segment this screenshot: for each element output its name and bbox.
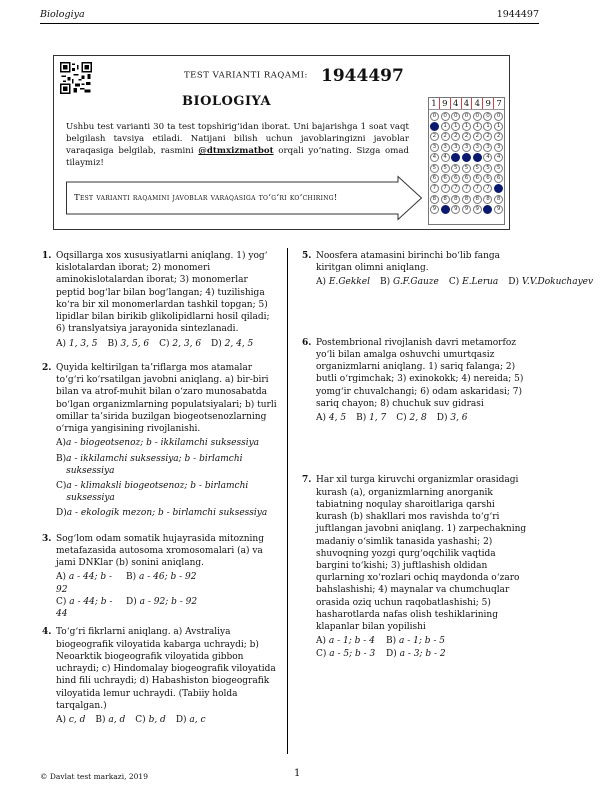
bubble[interactable]: 5 [473, 164, 482, 173]
answer-option[interactable] [316, 413, 346, 423]
question-1 [42, 250, 277, 350]
option-value: a, d [108, 714, 126, 725]
bubble[interactable]: 2 [494, 132, 503, 141]
bubble[interactable]: 2 [451, 132, 460, 141]
answer-option[interactable] [211, 339, 253, 349]
variant-digit: 4 [472, 98, 483, 109]
option-value: 2, 3, 6 [172, 338, 202, 349]
answer-options [316, 276, 594, 288]
answer-option[interactable] [56, 453, 277, 477]
option-value: 3, 5, 6 [120, 338, 150, 349]
variant-number: 1944497 [321, 65, 404, 86]
questions-right-column [302, 250, 594, 660]
bubble[interactable]: 8 [430, 195, 439, 204]
intro-text: Ushbu test varianti 30 ta test topshirig‘idan iborat. Uni bajarishga 1 soat vaqt belgilash tavsiya etiladi. Natijani bilish uchun javoblaringizni javoblar varaqasiga belgilab, rasmini @dtmxizmatbot orqali yo‘nating. Sizga omad tilaymiz! [66, 122, 409, 169]
bubble-filled[interactable]: 4 [473, 153, 482, 162]
bubble[interactable]: 6 [451, 174, 460, 183]
option-value: 1, 3, 5 [68, 338, 98, 349]
option-value: a - klimaksli biogeotsenoz; b - birlamchi suksessiya [66, 480, 249, 504]
answer-option[interactable] [56, 571, 126, 595]
bubble[interactable]: 1 [451, 122, 460, 131]
option-letter: B) [56, 453, 67, 464]
bubble-filled[interactable]: 4 [462, 153, 471, 162]
bubble-column [493, 110, 504, 215]
option-value: E.Lerua [462, 277, 499, 288]
bubble-filled[interactable]: 1 [430, 122, 439, 131]
running-head [40, 8, 539, 24]
answer-option[interactable] [135, 715, 166, 725]
bubble[interactable]: 3 [473, 143, 482, 152]
bubble-column [472, 110, 483, 215]
bubble[interactable]: 6 [494, 174, 503, 183]
question-number: 4. [42, 627, 52, 638]
bubble[interactable]: 2 [462, 132, 471, 141]
answer-option[interactable] [316, 277, 370, 287]
bubble[interactable]: 2 [441, 132, 450, 141]
option-value: V.V.Dokuchayev [521, 277, 594, 288]
bubble[interactable]: 4 [483, 153, 492, 162]
option-value: 2, 4, 5 [224, 338, 254, 349]
question-number: 5. [302, 251, 312, 261]
option-letter: A) [56, 338, 67, 349]
option-letter: C) [159, 338, 170, 349]
bubble[interactable]: 0 [473, 112, 482, 121]
option-letter: B) [379, 277, 391, 288]
answer-options [56, 714, 277, 726]
answer-option[interactable] [56, 339, 98, 349]
answer-option[interactable] [396, 413, 426, 423]
answer-option[interactable] [386, 635, 466, 647]
variant-line [184, 65, 404, 86]
option-value: c, d [68, 714, 86, 725]
answer-option[interactable] [126, 571, 206, 595]
option-value: 2, 8 [409, 413, 427, 424]
option-value: a - ikkilamchi suksessiya; b - birlamchi suksessiya [66, 453, 243, 476]
bubble-filled[interactable]: 9 [441, 205, 450, 214]
bubble[interactable]: 8 [451, 195, 460, 204]
bubble[interactable]: 8 [462, 195, 471, 204]
arrow-instruction: Test varianti raqamini javoblar varaqasiga to‘g‘ri ko‘chiring! [74, 193, 338, 203]
running-head-number: 1944497 [496, 9, 539, 20]
bubble[interactable]: 3 [441, 143, 450, 152]
option-value: 1, 7 [369, 413, 387, 424]
question-4 [42, 626, 277, 726]
option-letter: C) [448, 277, 460, 288]
bubble[interactable]: 7 [473, 184, 482, 193]
question-5 [302, 250, 594, 289]
question-text: To‘g‘ri fikrlarni aniqlang. a) Avstraliya biogeografik viloyatida kabarga uchraydi; b) Neoarktik biogeografik viloyatida gibbon uchraydi; c) Hindomalay biogeografik viloyatida hind fili uchraydi; d) Habashiston biogeografik viloyatida lemur uchraydi. (Tabiiy holda tarqalgan.) [56, 627, 276, 711]
option-letter: C) [56, 596, 67, 607]
option-letter: C) [135, 714, 146, 725]
option-letter: D) [175, 714, 187, 725]
option-letter: A) [316, 636, 327, 647]
page-number: 1 [294, 768, 301, 779]
option-letter: C) [396, 413, 407, 424]
bubble-column [450, 110, 461, 215]
bubble[interactable]: 6 [430, 174, 439, 183]
question-number: 6. [302, 337, 312, 348]
bubble[interactable]: 0 [483, 112, 492, 121]
answer-option[interactable] [316, 648, 386, 660]
bubble[interactable]: 2 [473, 132, 482, 141]
answer-options [316, 635, 527, 659]
answer-option[interactable] [56, 715, 85, 725]
bubble[interactable]: 7 [451, 184, 460, 193]
option-letter: B) [386, 636, 397, 647]
option-value: a - 1; b - 4 [328, 636, 375, 647]
answer-option[interactable] [316, 635, 386, 647]
bubble[interactable]: 8 [494, 195, 503, 204]
bot-handle: @dtmxizmatbot [198, 146, 274, 157]
answer-option[interactable] [56, 596, 126, 620]
option-value: a, c [189, 714, 206, 725]
bubble[interactable]: 6 [483, 174, 492, 183]
bubble[interactable]: 4 [494, 153, 503, 162]
option-value: 3, 6 [450, 413, 468, 424]
footer-copyright: © Davlat test markazi, 2019 [40, 772, 148, 781]
bubble[interactable]: 3 [462, 143, 471, 152]
bubble-filled[interactable]: 7 [494, 184, 503, 193]
answer-option[interactable] [108, 339, 150, 349]
bubble-filled[interactable]: 9 [483, 205, 492, 214]
answer-option[interactable] [95, 715, 125, 725]
option-value: a - 44; b - 44 [56, 596, 113, 620]
option-value: a - 1; b - 5 [399, 636, 445, 647]
bubble[interactable]: 0 [441, 112, 450, 121]
questions-left-column [42, 250, 277, 726]
bubble[interactable]: 1 [462, 122, 471, 131]
bubble[interactable]: 0 [451, 112, 460, 121]
variant-bubble-grid [428, 97, 505, 225]
answer-options [316, 412, 527, 424]
variant-digit: 1 [429, 98, 440, 109]
bubble[interactable]: 5 [462, 164, 471, 173]
option-letter: D) [436, 413, 448, 424]
option-letter: A) [56, 572, 67, 583]
bubble[interactable]: 2 [430, 132, 439, 141]
bubble[interactable]: 5 [451, 164, 460, 173]
answer-option[interactable] [56, 507, 277, 519]
column-divider [287, 248, 288, 754]
question-number: 7. [302, 475, 312, 486]
variant-label: TEST VARIANTI RAQAMI: [184, 70, 308, 81]
question-7 [302, 474, 527, 660]
option-letter: C) [316, 648, 327, 659]
variant-digit: 9 [483, 98, 494, 109]
bubble[interactable]: 1 [494, 122, 503, 131]
option-value: a - 92; b - 92 [139, 596, 198, 607]
bubble[interactable]: 7 [483, 184, 492, 193]
option-letter: B) [95, 714, 106, 725]
running-head-subject: Biologiya [40, 9, 85, 20]
bubble[interactable]: 1 [483, 122, 492, 131]
bubble[interactable]: 9 [430, 205, 439, 214]
answer-option[interactable] [386, 648, 466, 660]
question-text: Har xil turga kiruvchi organizmlar orasidagi kurash (a), organizmlarning anorganik tabiatning noqulay sharoitlariga qarshi kurash (b) shakllari mos ravishda to‘g‘ri juftlangan javobni aniqlang. 1) zarpechakning madaniy o‘simlik tanasida yashashi; 2) shuvoqning yozgi qurg‘oqchilik vaqtida bargini to‘kishi; 3) juftlashish oldidan qurlarning xo‘rozlari ochiq maydonda o‘zaro bahslashishi; 4) maynalar va chumchuqlar orasida oziq uchun raqobatlashishi; 5) hasharotlarda nafas olish teshiklarining klapanlar bilan yopilishi [316, 475, 527, 633]
option-letter: A) [316, 277, 327, 288]
bubble[interactable]: 8 [483, 195, 492, 204]
answer-option[interactable] [56, 480, 277, 504]
variant-digit: 9 [440, 98, 451, 109]
bubble[interactable]: 3 [451, 143, 460, 152]
option-letter: D) [126, 596, 137, 607]
bubble[interactable]: 5 [483, 164, 492, 173]
bubble[interactable]: 4 [441, 153, 450, 162]
bubble-filled[interactable]: 4 [451, 153, 460, 162]
bubble[interactable]: 3 [483, 143, 492, 152]
answer-options [56, 571, 277, 620]
qr-code-icon [60, 62, 92, 94]
bubble[interactable]: 6 [462, 174, 471, 183]
question-text: Oqsillarga xos xususiyatlarni aniqlang. 1) yog‘ kislotalardan iborat; 2) monomeri aminokislotalardan iborat; 3) monomerlar peptid bog‘lar bilan bog‘langan; 4) tuzilishiga ko‘ra bir xil monomerlardan tashkil topgan; 5) lipidlar bilan birikib glikolipidlarni hosil qiladi; 6) translyatsiya jarayonida sintezlanadi. [56, 251, 270, 335]
bubble[interactable]: 8 [473, 195, 482, 204]
bubble[interactable]: 7 [441, 184, 450, 193]
option-value: a - 46; b - 92 [139, 572, 197, 583]
variant-digit: 4 [462, 98, 473, 109]
bubble[interactable]: 7 [462, 184, 471, 193]
bubble[interactable]: 2 [483, 132, 492, 141]
option-letter: D) [508, 277, 520, 288]
answer-option[interactable] [380, 277, 439, 287]
variant-digit: 4 [451, 98, 462, 109]
bubble[interactable]: 9 [462, 205, 471, 214]
bubble-column [461, 110, 472, 215]
question-number: 3. [42, 533, 52, 544]
option-letter: A) [316, 413, 327, 424]
answer-option[interactable] [449, 277, 498, 287]
question-text: Postembrional rivojlanish davri metamorfoz yo‘li bilan amalga oshuvchi umurtqasiz organizmlarni aniqlang. 1) sariq falanga; 2) butli o‘rgimchak; 3) exinokokk; 4) nereida; 5) yomg‘ir chuvalchangi; 6) odam askaridasi; 7) sariq chayon; 8) chuchuk suv gidrasi [316, 337, 524, 409]
option-value: a - 44; b - 92 [56, 572, 113, 595]
bubble[interactable]: 0 [430, 112, 439, 121]
bubble[interactable]: 4 [430, 153, 439, 162]
option-value: E.Gekkel [328, 277, 370, 288]
option-letter: D) [386, 648, 397, 659]
question-3 [42, 533, 277, 621]
question-text: Quyida keltirilgan ta’riflarga mos atamalar to‘g‘ri ko‘rsatilgan javobni aniqlang. a) bir-biri bilan va atrof-muhit bilan o‘zaro munosabatda bo‘lgan organizmlarning populatsiyalari; b) turli omillar ta’sirida buzilgan biogeotsenozlarning o‘rniga yangisining rivojlanishi. [56, 362, 277, 435]
option-value: b, d [148, 714, 166, 725]
answer-option[interactable] [437, 413, 468, 423]
option-value: a - ekologik mezon; b - birlamchi suksessiya [66, 508, 268, 519]
option-value: 4, 5 [328, 413, 347, 424]
option-letter: B) [126, 572, 137, 583]
bubble[interactable]: 5 [494, 164, 503, 173]
option-letter: A) [56, 714, 67, 725]
bubble[interactable]: 1 [473, 122, 482, 131]
bubble[interactable]: 9 [451, 205, 460, 214]
bubble[interactable]: 8 [441, 195, 450, 204]
header-box [53, 55, 510, 230]
page-title: BIOLOGIYA [182, 94, 272, 109]
bubble[interactable]: 5 [430, 164, 439, 173]
question-2 [42, 362, 277, 520]
option-value: a - biogeotsenoz; b - ikkilamchi suksessiya [66, 438, 260, 449]
bubble[interactable]: 9 [473, 205, 482, 214]
answer-option[interactable] [356, 413, 386, 423]
question-6 [302, 337, 527, 425]
answer-option[interactable] [176, 715, 206, 725]
bubble[interactable]: 5 [441, 164, 450, 173]
option-letter: C) [56, 480, 67, 491]
question-text: Sog‘lom odam somatik hujayrasida mitozning metafazasida autosoma xromosomalari (a) va jami DNKlar (b) sonini aniqlang. [56, 533, 264, 569]
question-number: 2. [42, 362, 52, 373]
variant-digit: 7 [496, 99, 502, 109]
question-text: Noosfera atamasini birinchi bo‘lib fanga kiritgan olimni aniqlang. [316, 251, 501, 274]
bubble[interactable]: 6 [441, 174, 450, 183]
bubble[interactable]: 0 [462, 112, 471, 121]
bubble[interactable]: 9 [494, 205, 503, 214]
option-letter: A) [56, 438, 67, 449]
answer-options [56, 437, 277, 519]
bubble[interactable]: 6 [473, 174, 482, 183]
option-value: G.F.Gauze [392, 277, 439, 288]
answer-option[interactable] [126, 596, 206, 620]
option-letter: D) [56, 508, 67, 519]
bubble[interactable]: 3 [494, 143, 503, 152]
bubble-column [483, 110, 494, 215]
option-letter: B) [356, 413, 367, 424]
answer-option[interactable] [159, 339, 201, 349]
option-letter: B) [107, 338, 118, 349]
question-number: 1. [42, 251, 52, 261]
option-value: a - 5; b - 3 [329, 648, 376, 659]
bubble-column [429, 110, 440, 215]
option-letter: D) [211, 338, 222, 349]
bubble[interactable]: 7 [430, 184, 439, 193]
answer-option[interactable] [508, 277, 593, 287]
bubble-column [440, 110, 451, 215]
bubble[interactable]: 1 [441, 122, 450, 131]
bubble[interactable]: 0 [494, 112, 503, 121]
option-value: a - 3; b - 2 [399, 648, 446, 659]
answer-options [56, 338, 277, 350]
bubble[interactable]: 3 [430, 143, 439, 152]
answer-option[interactable] [56, 437, 277, 449]
